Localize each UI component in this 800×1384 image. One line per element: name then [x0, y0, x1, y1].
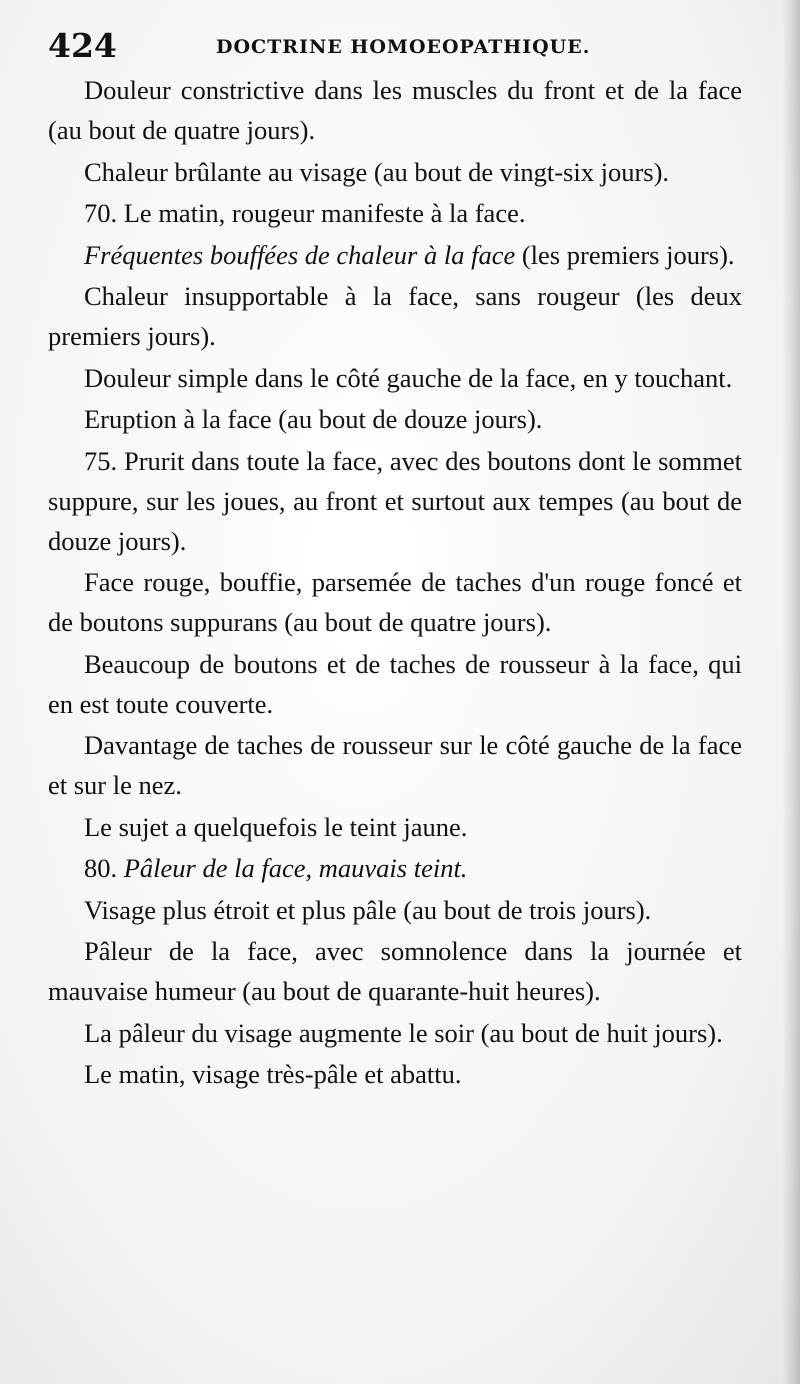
paragraph: [48, 725, 742, 805]
page-header: [48, 24, 748, 68]
paragraph-text: Beaucoup de boutons et de taches de rousseur à la face, qui en est toute couverte.: [48, 648, 742, 719]
paragraph-text: Visage plus étroit et plus pâle (au bout de trois jours).: [84, 894, 652, 925]
paragraph: [48, 931, 742, 1011]
paragraph: [48, 441, 742, 561]
paragraph-text: Le matin, rougeur manifeste à la face.: [123, 198, 526, 228]
paragraph-italic: Pâleur de la face, mauvais teint.: [123, 853, 468, 883]
paragraph-text: Prurit dans toute la face, avec des boutons dont le sommet suppure, sur les joues, au front et surtout aux tempes (au bout de douze jours).: [48, 445, 742, 556]
paragraph: [48, 235, 742, 275]
paragraph-text: Le matin, visage très-pâle et abattu.: [84, 1059, 462, 1089]
paragraph: [48, 644, 742, 724]
paragraph-text: Davantage de taches de rousseur sur le côté gauche de la face et sur le nez.: [48, 730, 742, 800]
paragraph: [48, 1054, 742, 1094]
paragraph-text: Chaleur insupportable à la face, sans rougeur (les deux premiers jours).: [48, 281, 742, 351]
paragraph: [48, 399, 742, 439]
paragraph-number: 70.: [84, 198, 124, 228]
paragraph: [48, 1013, 742, 1053]
paragraph-text: Le sujet a quelquefois le teint jaune.: [84, 811, 468, 842]
paragraph: [48, 848, 742, 888]
paragraph-number: 75.: [84, 445, 124, 476]
page-number: 424: [48, 26, 117, 65]
body-text: [48, 70, 742, 1094]
paragraph-number: 80.: [84, 853, 124, 883]
paragraph: [48, 562, 742, 642]
paragraph-text: La pâleur du visage augmente le soir (au bout de huit jours).: [84, 1017, 723, 1048]
paragraph-text: (les premiers jours).: [515, 239, 735, 270]
running-head: DOCTRINE HOMOEOPATHIQUE.: [216, 36, 591, 58]
paragraph: [48, 807, 742, 847]
paragraph: [48, 193, 742, 233]
paragraph: [48, 890, 742, 930]
paragraph: [48, 70, 742, 150]
paragraph-text: Pâleur de la face, avec somnolence dans la journée et mauvaise humeur (au bout de quarante-huit heures).: [48, 936, 742, 1006]
page-edge-shadow: [782, 0, 800, 1384]
paragraph: [48, 358, 742, 398]
paragraph-text: Chaleur brûlante au visage (au bout de vingt-six jours).: [84, 156, 670, 187]
paragraph-text: Douleur simple dans le côté gauche de la face, en y touchant.: [84, 362, 733, 393]
paragraph-text: Face rouge, bouffie, parsemée de taches d'un rouge foncé et de boutons suppurans (au bout de quatre jours).: [48, 567, 742, 637]
paragraph: [48, 276, 742, 356]
paragraph-italic: Fréquentes bouffées de chaleur à la face: [84, 239, 516, 270]
paragraph-text: Douleur constrictive dans les muscles du front et de la face (au bout de quatre jours).: [48, 75, 742, 145]
paragraph-text: Eruption à la face (au bout de douze jours).: [84, 404, 543, 434]
paragraph: [48, 152, 742, 192]
